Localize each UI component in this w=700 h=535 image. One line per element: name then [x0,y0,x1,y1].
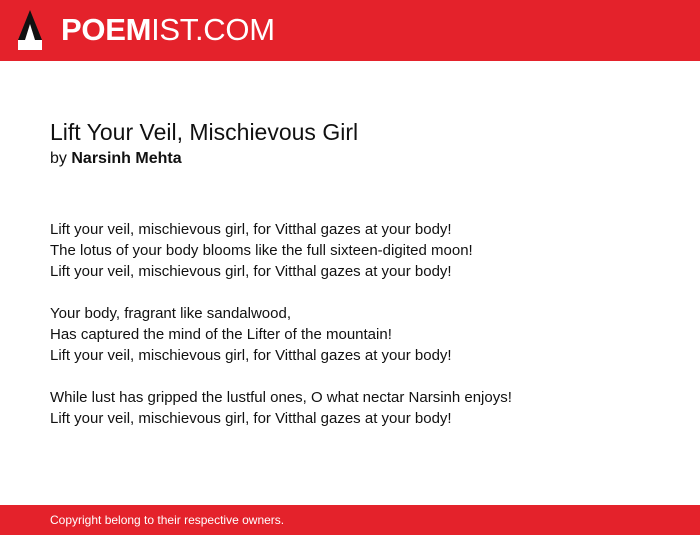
pen-nib-icon [18,10,42,50]
poem-body [50,219,670,450]
stanza-2 [50,303,670,366]
poem-byline [50,149,182,169]
poem-line: Lift your veil, mischievous girl, for Vitthal gazes at your body! [50,263,452,280]
poem-line: Lift your veil, mischievous girl, for Vitthal gazes at your body! [50,347,452,364]
poem-line: Has captured the mind of the Lifter of the mountain! [50,326,392,343]
poem-title: Lift Your Veil, Mischievous Girl [50,119,359,145]
poem-line: Lift your veil, mischievous girl, for Vitthal gazes at your body! [50,221,452,238]
poem-line: While lust has gripped the lustful ones, O what nectar Narsinh enjoys! [50,389,512,406]
site-header [0,0,700,61]
poem-line: Lift your veil, mischievous girl, for Vitthal gazes at your body! [50,410,452,427]
logo-light-text: IST.COM [151,12,275,47]
by-label: by [50,150,67,167]
poem-line: Your body, fragrant like sandalwood, [50,305,291,322]
poem-author: Narsinh Mehta [71,150,182,167]
site-logo[interactable] [61,12,275,48]
copyright-text: Copyright belong to their respective owners. [50,513,285,527]
poem-line: The lotus of your body blooms like the full sixteen-digited moon! [50,242,473,259]
site-footer [0,505,700,535]
logo-bold-text: POEM [61,12,152,47]
stanza-1 [50,219,670,282]
stanza-3 [50,387,670,429]
